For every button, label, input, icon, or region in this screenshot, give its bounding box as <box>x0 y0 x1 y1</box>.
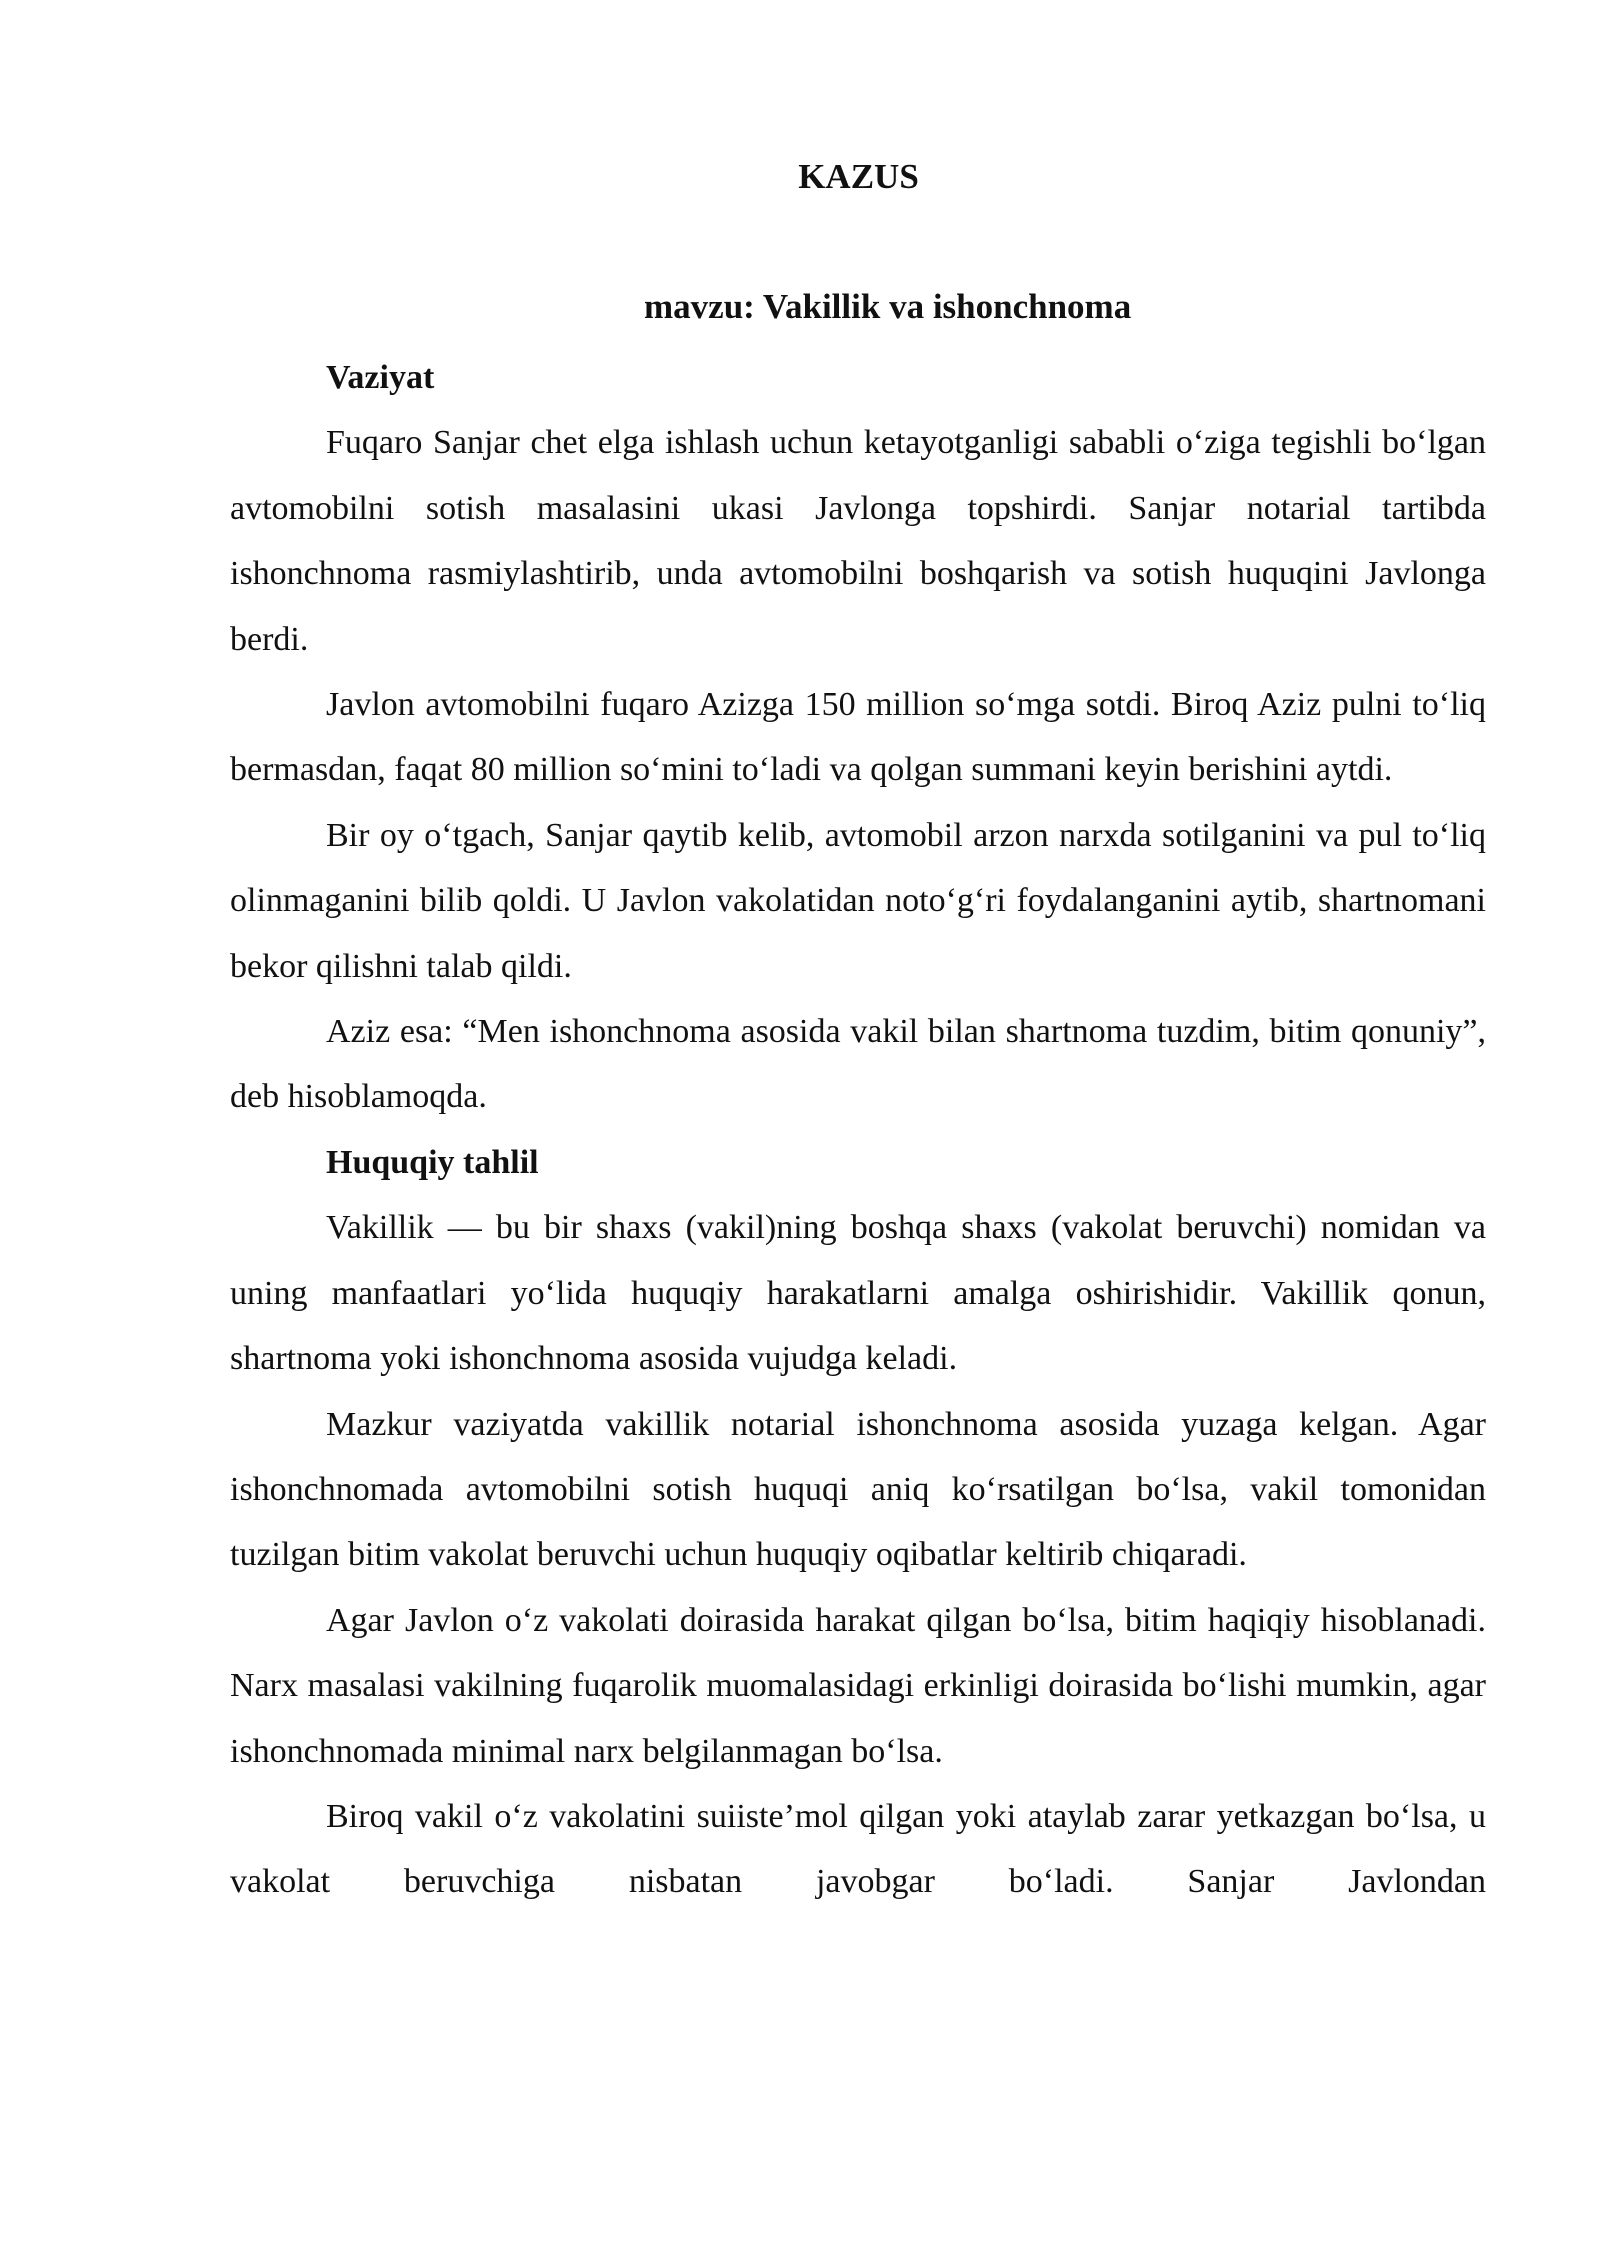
paragraph: Agar Javlon o‘z vakolati doirasida harakat qilgan bo‘lsa, bitim haqiqiy hisoblanadi. Narx masalasi vakilning fuqarolik muomalasidagi erkinligi doirasida bo‘lishi mumkin, agar ishonchnomada minimal narx belgilanmagan bo‘lsa. <box>230 1601 1486 1770</box>
paragraph: Fuqaro Sanjar chet elga ishlash uchun ketayotganligi sababli o‘ziga tegishli bo‘lgan avtomobilni sotish masalasini ukasi Javlonga topshirdi. Sanjar notarial tartibda ishonchnoma rasmiylashtirib, unda avtomobilni boshqarish va sotish huquqini Javlonga berdi. <box>230 424 1486 658</box>
document-subtitle: mavzu: Vakillik va ishonchnoma <box>644 287 1132 326</box>
paragraph: Bir oy o‘tgach, Sanjar qaytib kelib, avtomobil arzon narxda sotilganini va pul to‘liq olinmaganini bilib qoldi. U Javlon vakolatidan noto‘g‘ri foydalanganini aytib, shartnomani bekor qilishni talab qildi. <box>230 816 1486 985</box>
paragraph: Javlon avtomobilni fuqaro Azizga 150 million so‘mga sotdi. Biroq Aziz pulni to‘liq bermasdan, faqat 80 million so‘mini to‘ladi va qolgan summani keyin berishini aytdi. <box>230 686 1486 789</box>
paragraph: Aziz esa: “Men ishonchnoma asosida vakil bilan shartnoma tuzdim, bitim qonuniy”, deb hisoblamoqda. <box>230 1013 1486 1116</box>
paragraph: Vakillik — bu bir shaxs (vakil)ning boshqa shaxs (vakolat beruvchi) nomidan va uning manfaatlari yo‘lida huquqiy harakatlarni amalga oshirishidir. Vakillik qonun, shartnoma yoki ishonchnoma asosida vujudga keladi. <box>230 1209 1486 1378</box>
paragraph: Biroq vakil o‘z vakolatini suiiste’mol qilgan yoki ataylab zarar yetkazgan bo‘lsa, u vakolat beruvchiga nisbatan javobgar bo‘ladi. Sanjar Javlondan <box>230 1797 1486 1901</box>
section-heading-situation: Vaziyat <box>326 359 435 396</box>
document-title: KAZUS <box>798 157 919 196</box>
paragraph: Mazkur vaziyatda vakillik notarial ishonchnoma asosida yuzaga kelgan. Agar ishonchnomada avtomobilni sotish huquqi aniq ko‘rsatilgan bo‘lsa, vakil tomonidan tuzilgan bitim vakolat beruvchi uchun huquqiy oqibatlar keltirib chiqaradi. <box>230 1405 1486 1574</box>
document-body <box>230 345 1486 1915</box>
section-heading-legal-analysis: Huquqiy tahlil <box>326 1143 539 1181</box>
